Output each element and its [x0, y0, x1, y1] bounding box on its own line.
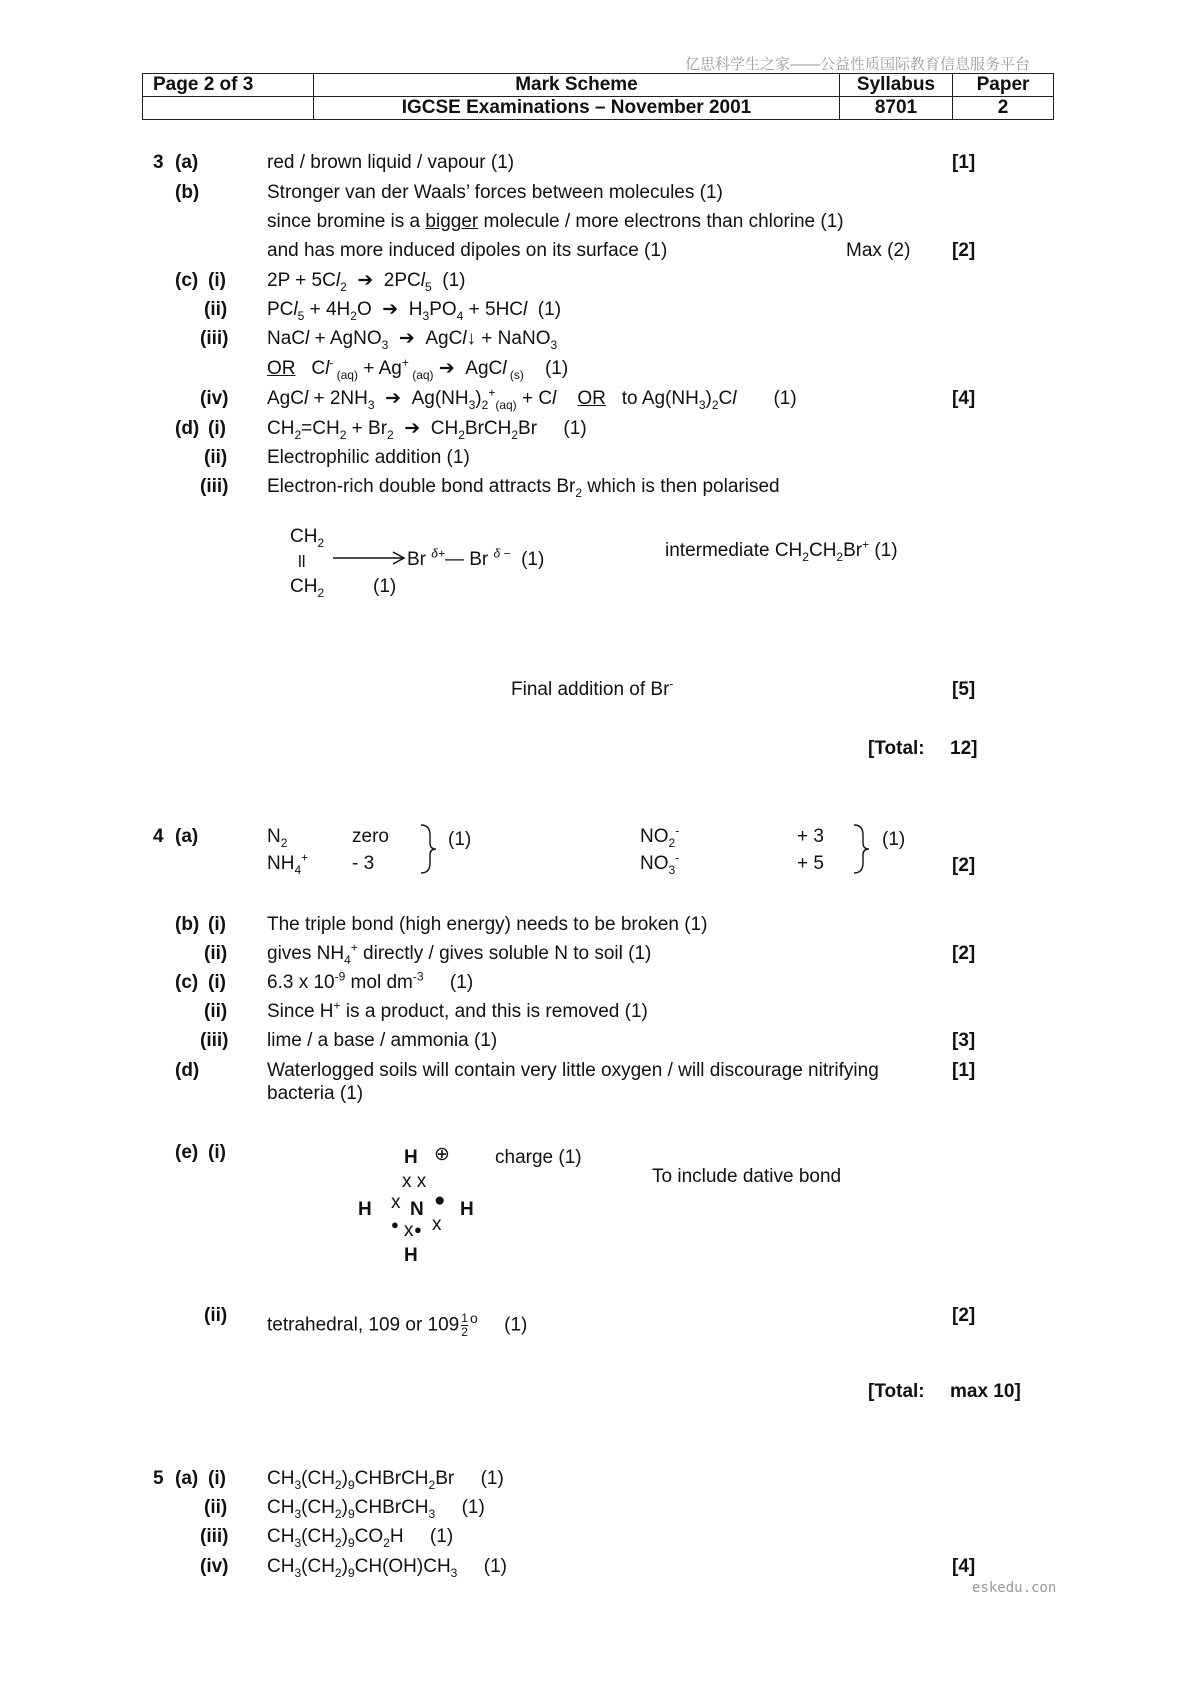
q4-b-ii-label: (ii) — [204, 943, 228, 964]
q3-number: 3 — [153, 152, 164, 173]
q5-a-iii-formula: $CH_3(CH_2)_9CO_2H$ (1) — [267, 1526, 454, 1550]
page-number: Page 2 of 3 — [143, 74, 314, 97]
q3-c-iii-ionic: OR Cl- $_{(aq)}$ + Ag+ $_{(aq)}$ ➔ AgCl $_{(s)}$ (1) — [267, 355, 569, 382]
q3-c-iii-equation: NaCl + AgNO$_3$ ➔ AgCl↓ + NaNO$_3$ — [267, 328, 558, 352]
electron-lower-x: x — [404, 1220, 414, 1241]
q4-d-mark: [1] — [952, 1060, 976, 1081]
charge-mark: charge (1) — [495, 1147, 582, 1168]
double-bond: ll — [298, 552, 306, 571]
q4-d-text-line2: bacteria (1) — [267, 1083, 364, 1104]
charge-circle-plus: ⊕ — [434, 1144, 450, 1165]
q3-b-label: (b) — [175, 182, 200, 203]
header-title: Mark Scheme — [314, 74, 840, 97]
q3-c-mark: [4] — [952, 388, 976, 409]
watermark-top: 亿思科学生之家——公益性质国际教育信息服务平台 — [685, 56, 1031, 73]
brace-left — [418, 823, 438, 875]
br-delta-plus: Br $^{\delta+}$— Br $^{\delta -}$ (1) — [407, 546, 545, 570]
q3-total-label: [Total: — [868, 738, 925, 759]
q3-c-i-label: (i) — [208, 270, 226, 291]
q4-d-label: (d) — [175, 1060, 200, 1081]
q4-c-mark: [3] — [952, 1030, 976, 1051]
electron-lower-dot: ● — [391, 1217, 399, 1232]
q3-b-mark: [2] — [952, 240, 976, 261]
q3-c-iv-label: (iv) — [200, 388, 229, 409]
q3-d-mark: [5] — [952, 679, 976, 700]
n2-oxidation: zero — [352, 826, 389, 847]
q5-a-mark: [4] — [952, 1556, 976, 1577]
q3-d-label: (d) — [175, 418, 200, 439]
q4-c-i-label: (i) — [208, 972, 226, 993]
brace-right — [851, 823, 871, 875]
atom-h-left: H — [358, 1199, 372, 1220]
q4-c-ii-label: (ii) — [204, 1001, 228, 1022]
q4-c-label: (c) — [175, 972, 199, 993]
q3-c-iii-label: (iii) — [200, 328, 229, 349]
atom-h-top: H — [404, 1147, 418, 1168]
syllabus-label: Syllabus — [840, 74, 953, 97]
paper-number: 2 — [953, 97, 1054, 120]
dative-bond-note: To include dative bond — [652, 1166, 842, 1187]
q4-total-value: max 10] — [950, 1381, 1021, 1402]
atom-n: N — [410, 1199, 424, 1220]
q4-b-label: (b) — [175, 914, 200, 935]
q3-b-line1: Stronger van der Waals’ forces between molecules (1) — [267, 182, 723, 203]
q4-c-iii-text: lime / a base / ammonia (1) — [267, 1030, 498, 1051]
q3-a-label: (a) — [175, 152, 199, 173]
q3-c-i-equation: $2P + 5Cl_2$ ➔ 2PCl$_5$ (1) — [267, 270, 466, 294]
underline-bigger: bigger — [425, 211, 479, 232]
q3-c-label: (c) — [175, 270, 199, 291]
q4-a-mark: [2] — [952, 855, 976, 876]
electron-lower-dot2: ● — [414, 1222, 422, 1237]
atom-h-bottom: H — [404, 1245, 418, 1266]
q4-total-label: [Total: — [868, 1381, 925, 1402]
nh4-oxidation: - 3 — [352, 853, 375, 874]
q4-c-iii-label: (iii) — [200, 1030, 229, 1051]
exam-title: IGCSE Examinations – November 2001 — [314, 97, 840, 120]
atom-h-right: H — [460, 1199, 474, 1220]
q4-e-label: (e) — [175, 1142, 199, 1163]
curly-arrow — [333, 551, 407, 565]
q3-a-mark: [1] — [952, 152, 976, 173]
ch2-bottom: $CH_2$ — [290, 576, 325, 600]
q5-a-ii-label: (ii) — [204, 1497, 228, 1518]
q3-b-max: Max (2) — [846, 240, 911, 261]
electrons-top: x x — [402, 1171, 427, 1192]
q3-d-i-equation: $CH_2=CH_2 + Br_2$ ➔ $CH_2BrCH_2Br$ (1) — [267, 418, 587, 442]
paper-label: Paper — [953, 74, 1054, 97]
q4-e-ii-text: tetrahedral, 109 or 109 $\frac{1}{2}$ $^o$ (1) — [267, 1310, 528, 1339]
q4-a-label: (a) — [175, 826, 199, 847]
electron-left-x: x — [391, 1192, 401, 1213]
no2-formula: $NO_2^-$ — [640, 823, 680, 850]
final-addition-text: Final addition of Br- — [511, 676, 674, 700]
q5-a-iv-label: (iv) — [200, 1556, 229, 1577]
mechanism-mark: (1) — [373, 576, 397, 597]
q3-d-ii-text: Electrophilic addition (1) — [267, 447, 470, 468]
header-empty-cell — [143, 97, 314, 120]
q5-a-label: (a) — [175, 1468, 199, 1489]
no3-oxidation: + 5 — [797, 853, 824, 874]
q5-a-iii-label: (iii) — [200, 1526, 229, 1547]
q5-a-ii-formula: $CH_3(CH_2)_9CHBrCH_3$ (1) — [267, 1497, 485, 1521]
syllabus-code: 8701 — [840, 97, 953, 120]
no3-formula: $NO_3^-$ — [640, 850, 680, 877]
q3-c-ii-equation: $PCl_5 + 4H_2O$ ➔ $H_3PO_4 + 5HCl$ (1) — [267, 299, 562, 323]
q4-c-i-text: 6.3 x $10^{-9}$ mol $dm^{-3}$ (1) — [267, 969, 474, 993]
q3-b-line3: and has more induced dipoles on its surface (1) — [267, 240, 668, 261]
q4-d-text-line1: Waterlogged soils will contain very little oxygen / will discourage nitrifying — [267, 1060, 879, 1081]
q4-number: 4 — [153, 826, 164, 847]
electron-right-x: x — [432, 1214, 442, 1235]
q4-e-i-label: (i) — [208, 1142, 226, 1163]
q5-a-i-formula: $CH_3(CH_2)_9CHBrCH_2Br$ (1) — [267, 1468, 504, 1492]
q4-a-mark-right: (1) — [882, 829, 906, 850]
ch2-top: $CH_2$ — [290, 526, 325, 550]
q4-b-i-label: (i) — [208, 914, 226, 935]
q4-a-mark-left: (1) — [448, 829, 472, 850]
q3-d-i-label: (i) — [208, 418, 226, 439]
q4-e-mark: [2] — [952, 1305, 976, 1326]
q5-number: 5 — [153, 1468, 164, 1489]
q3-d-ii-label: (ii) — [204, 447, 228, 468]
q3-total-value: 12] — [950, 738, 978, 759]
electron-right-dot: ● — [434, 1190, 446, 1211]
watermark-bottom: eskedu.con — [972, 1580, 1057, 1596]
header-table — [142, 73, 1054, 120]
nh4-formula: $NH_4^+$ — [267, 850, 309, 877]
q4-b-mark: [2] — [952, 943, 976, 964]
intermediate-text: intermediate $CH_2CH_2Br^+$ (1) — [665, 537, 898, 564]
no2-oxidation: + 3 — [797, 826, 824, 847]
q4-e-ii-label: (ii) — [204, 1305, 228, 1326]
q5-a-iv-formula: $CH_3(CH_2)_9CH(OH)CH_3$ (1) — [267, 1556, 507, 1580]
q5-a-i-label: (i) — [208, 1468, 226, 1489]
q3-d-iii-text: Electron-rich double bond attracts $Br_2$ which is then polarised — [267, 476, 780, 500]
q3-a-text: red / brown liquid / vapour (1) — [267, 152, 515, 173]
q4-b-i-text: The triple bond (high energy) needs to be broken (1) — [267, 914, 708, 935]
q3-c-iv-equation: AgCl + $2NH_3$ ➔ $Ag(NH_3)_2^+_{(aq)} + Cl$ OR to $Ag(NH_3)_2Cl$ (1) — [267, 385, 797, 412]
q4-c-ii-text: Since H+ is a product, and this is removed (1) — [267, 998, 648, 1022]
q3-b-line2: since bromine is a bigger molecule / more electrons than chlorine (1) — [267, 211, 844, 232]
q3-d-iii-label: (iii) — [200, 476, 229, 497]
q3-c-ii-label: (ii) — [204, 299, 228, 320]
q4-b-ii-text: gives $NH_4^+$ directly / gives soluble N to soil (1) — [267, 940, 652, 967]
n2-formula: $N_2$ — [267, 826, 288, 850]
